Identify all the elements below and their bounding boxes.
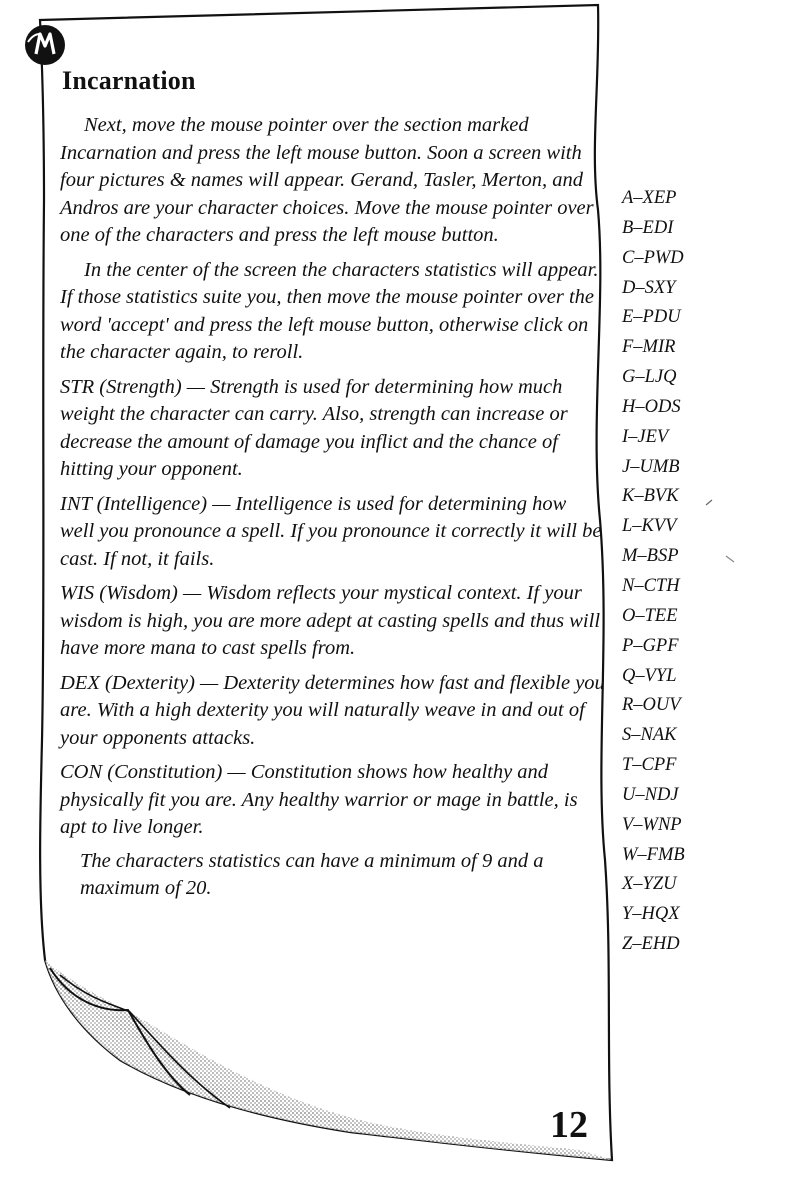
code-list-item: F–MIR bbox=[622, 337, 676, 358]
paragraph-intelligence: INT (Intelligence) — Intelligence is used for determining how well you pronounce a spell. If you pronounce it correctly it will be cast. If not, it fails. bbox=[60, 492, 602, 570]
code-list-item: X–YZU bbox=[622, 874, 677, 895]
code-list-item: G–LJQ bbox=[622, 367, 677, 388]
code-list-item: S–NAK bbox=[622, 725, 677, 746]
paragraph-wisdom: WIS (Wisdom) — Wisdom reflects your mystical context. If your wisdom is high, you are more adept at casting spells and thus will have more mana to cast spells from. bbox=[60, 582, 601, 659]
code-list-item: M–BSP bbox=[622, 546, 679, 567]
code-list-item: E–PDU bbox=[622, 307, 681, 328]
scroll-curl-shading bbox=[45, 960, 612, 1160]
paragraph-stat-range: The characters statistics can have a minimum of 9 and a maximum of 20. bbox=[80, 849, 544, 899]
paragraph-intro: Next, move the mouse pointer over the section marked Incarnation and press the left mouse button. Soon a screen with four pictures & names will appear. Gerand, Tasler, Merton, and Andros are your character choices. Move the mouse pointer over one of the characters and press the left mouse button. bbox=[60, 114, 594, 246]
code-list-item: K–BVK bbox=[622, 486, 679, 507]
code-list-item: H–ODS bbox=[622, 396, 681, 417]
page-number: 12 bbox=[550, 1104, 588, 1146]
code-list-item: T–CPF bbox=[622, 755, 677, 776]
body-text bbox=[60, 112, 605, 903]
winged-emblem-icon bbox=[22, 22, 68, 68]
code-list-item: A–XEP bbox=[622, 188, 677, 208]
code-list-item: Z–EHD bbox=[622, 934, 680, 955]
code-list-item: Q–VYL bbox=[622, 665, 677, 686]
code-list-item: W–FMB bbox=[622, 844, 685, 865]
paragraph-dexterity: DEX (Dexterity) — Dexterity determines how fast and flexible you are. With a high dexterity you will naturally weave in and out of your opponents attacks. bbox=[60, 671, 605, 749]
code-list-item: J–UMB bbox=[622, 456, 680, 477]
code-list-item: U–NDJ bbox=[622, 784, 679, 805]
paragraph-constitution: CON (Constitution) — Constitution shows how healthy and physically fit you are. Any healthy warrior or mage in battle, is apt to live longer. bbox=[60, 761, 578, 838]
code-list-item: Y–HQX bbox=[622, 904, 680, 925]
code-list-item: C–PWD bbox=[622, 247, 684, 268]
letter-code-list bbox=[622, 184, 732, 960]
code-list-item: D–SXY bbox=[622, 277, 676, 298]
code-list-item: V–WNP bbox=[622, 814, 682, 835]
code-list-item: P–GPF bbox=[622, 635, 679, 656]
code-list-item: B–EDI bbox=[622, 217, 674, 238]
page-title: Incarnation bbox=[62, 66, 196, 95]
paragraph-statistics: In the center of the screen the characters statistics will appear. If those statistics suite you, then move the mouse pointer over the word 'accept' and press the left mouse button, otherwise click on the character again, to reroll. bbox=[60, 258, 599, 363]
code-list-item: I–JEV bbox=[622, 426, 669, 447]
code-list-item: L–KVV bbox=[622, 516, 677, 537]
code-list-item: O–TEE bbox=[622, 605, 678, 626]
code-list-item: N–CTH bbox=[622, 575, 680, 596]
paragraph-strength: STR (Strength) — Strength is used for determining how much weight the character can carry. Also, strength can increase or decrease the amount of damage you inflict and the chance of hitting your opponent. bbox=[60, 375, 568, 480]
code-list-item: R–OUV bbox=[622, 695, 681, 716]
